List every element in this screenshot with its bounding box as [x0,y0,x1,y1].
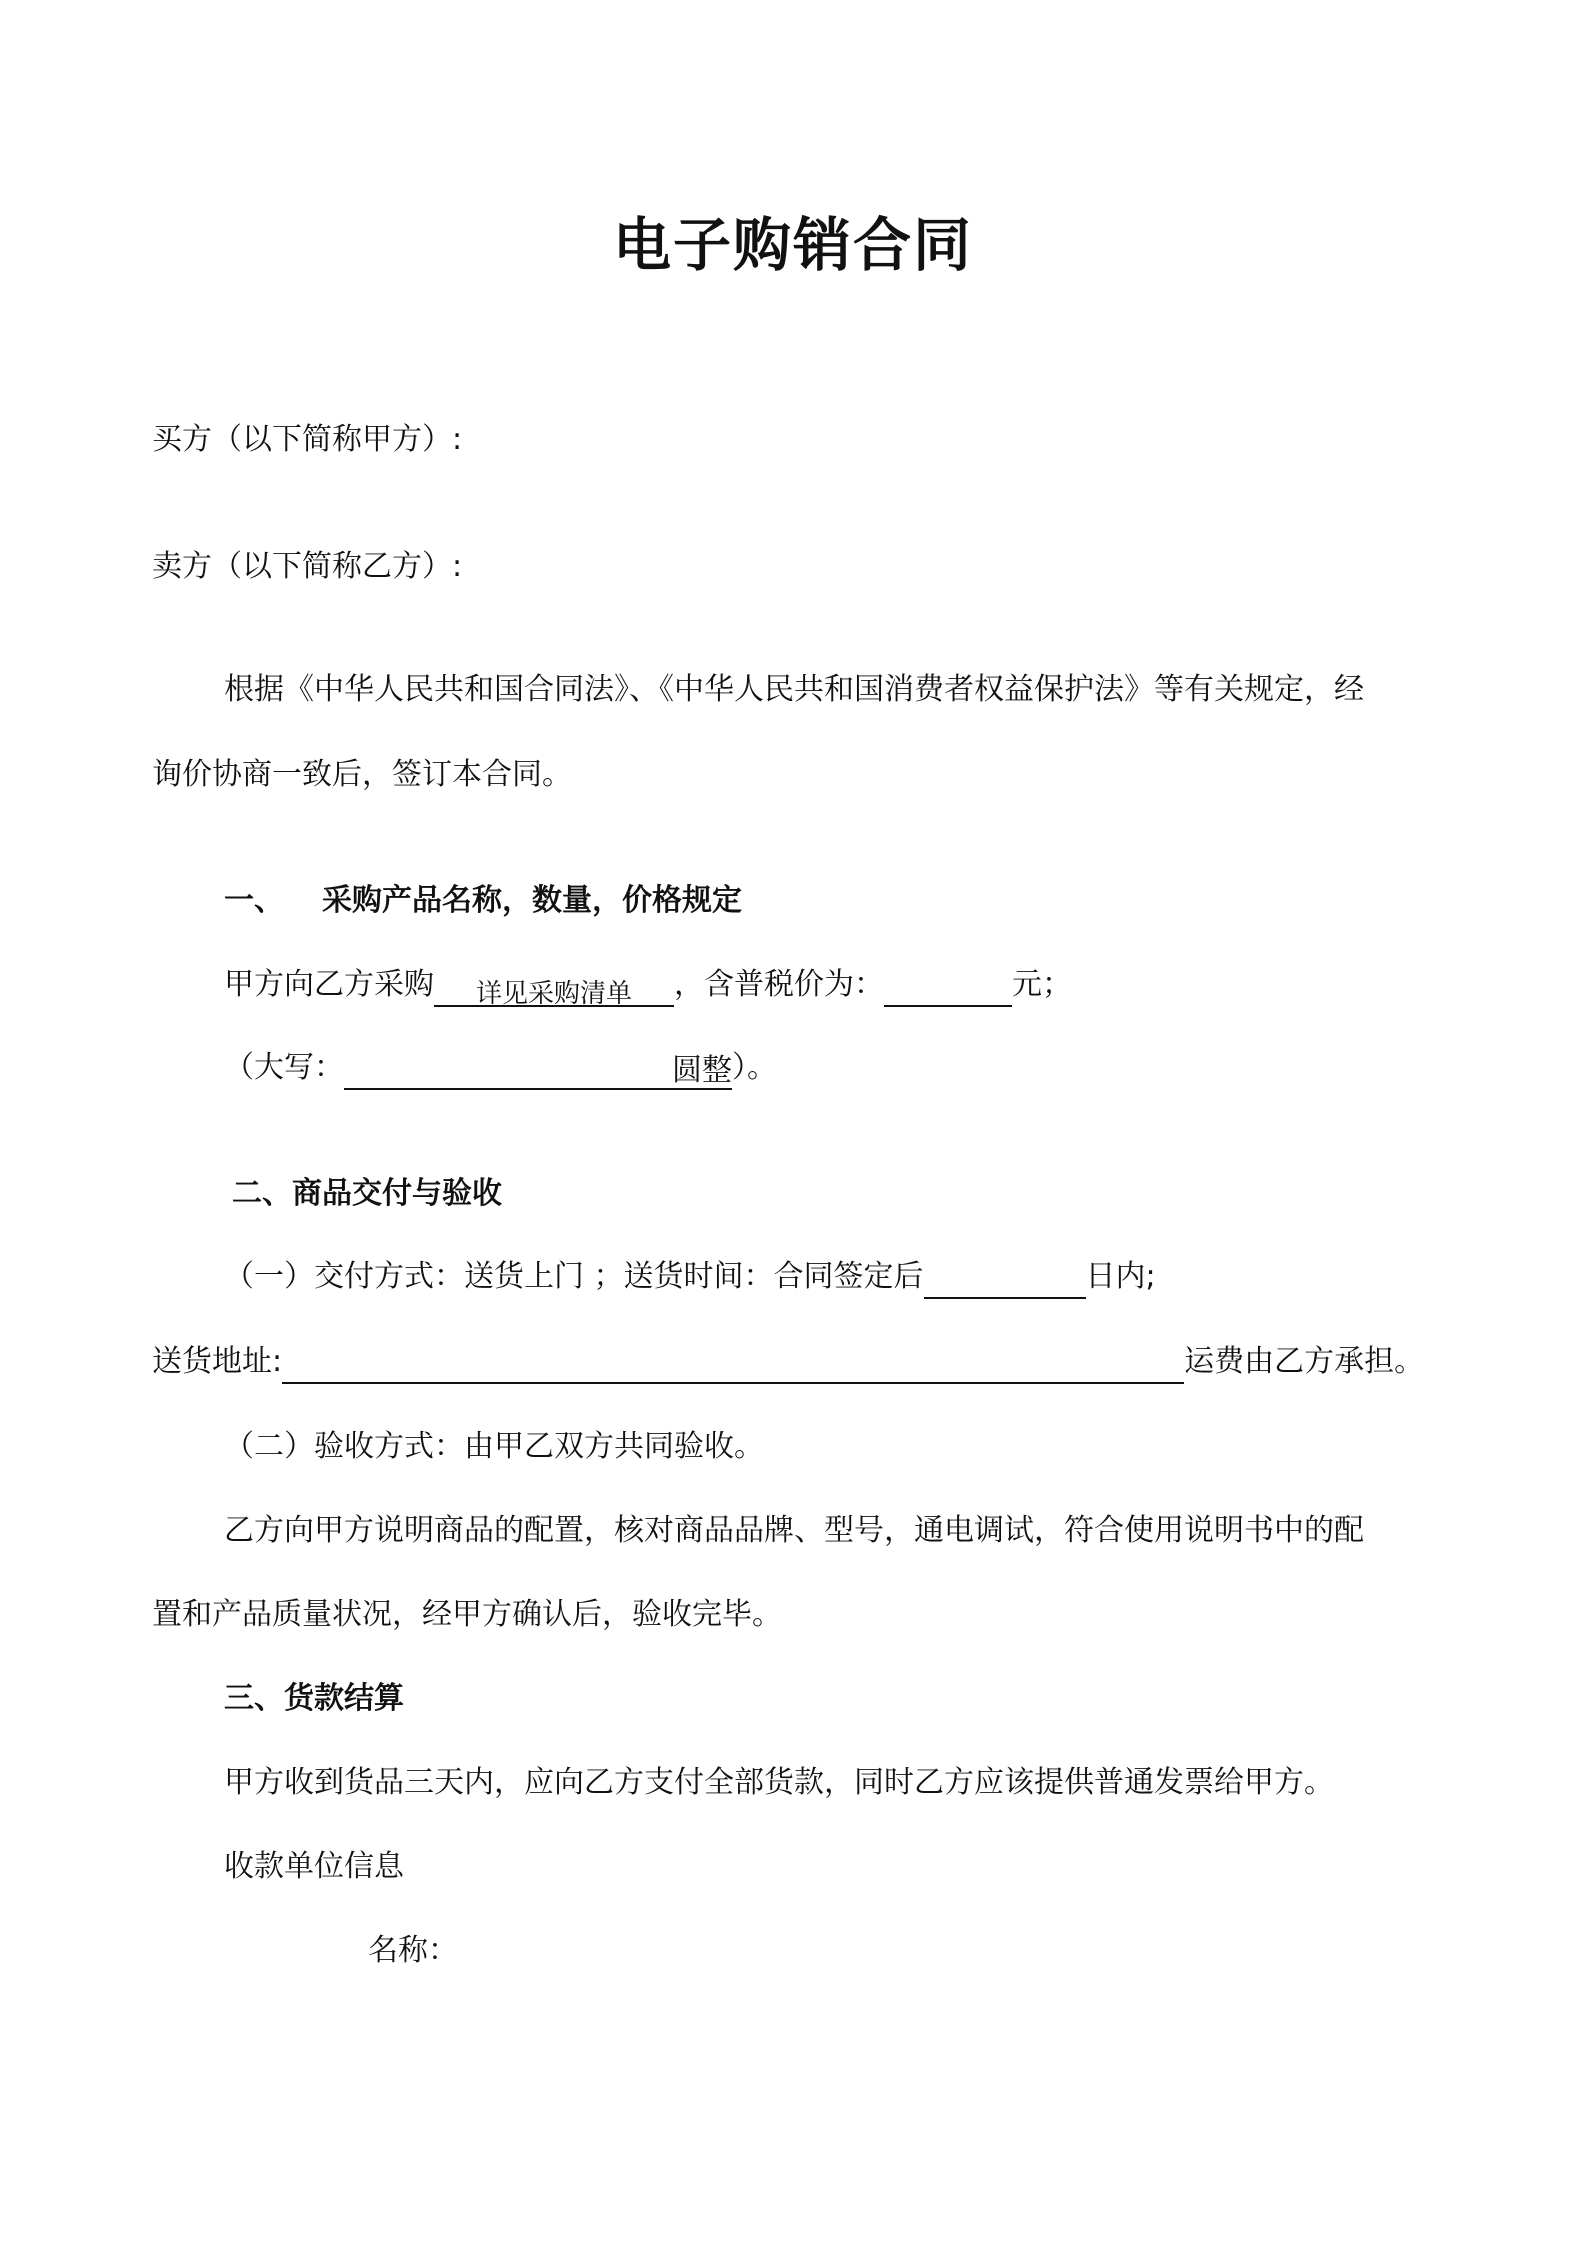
purchase-item-field[interactable] [434,971,674,1007]
purchase-item-value: 详见采购清单 [475,979,632,1009]
section-1-number: 一、 [224,883,284,918]
address-prefix: 送货地址: [152,1344,283,1379]
inspection-line-1: 乙方向甲方说明商品的配置，核对商品品牌、型号，通电调试，符合使用说明书中的配 [224,1513,1364,1548]
delivery-prefix: （一）交付方式：送货上门 ；送货时间：合同签定后 [224,1259,924,1294]
capital-suffix: ）。 [732,1050,777,1085]
payee-info-heading: 收款单位信息 [224,1849,404,1884]
section-2-heading: 二、商品交付与验收 [232,1176,502,1211]
inspection-method: （二）验收方式：由甲乙双方共同验收。 [224,1429,764,1464]
payment-terms: 甲方收到货品三天内，应向乙方支付全部货款，同时乙方应该提供普通发票给甲方。 [224,1765,1334,1800]
purchase-prefix: 甲方向乙方采购 [224,967,434,1002]
preamble-line-2: 询价协商一致后，签订本合同。 [152,757,572,792]
payee-name-label: 名称： [368,1933,458,1968]
address-line [152,1340,1424,1384]
address-suffix: 运费由乙方承担。 [1184,1344,1425,1379]
capital-amount-field[interactable] [344,1054,732,1090]
buyer-label: 买方（以下简称甲方）: [152,422,463,457]
delivery-days-field[interactable] [924,1263,1086,1299]
document-title: 电子购销合同 [612,211,973,279]
capital-prefix: （大写： [224,1050,344,1085]
section-3-heading: 三、货款结算 [224,1681,404,1716]
delivery-line [224,1255,1156,1299]
section-1-heading: 采购产品名称，数量，价格规定 [322,883,742,918]
price-suffix: 元； [1012,967,1072,1002]
capital-amount-line [224,1046,777,1090]
price-prefix: ，含普税价为： [674,967,884,1002]
preamble-line-1: 根据《中华人民共和国合同法》、《中华人民共和国消费者权益保护法》等有关规定，经 [224,672,1364,707]
purchase-line [224,963,1072,1007]
price-field[interactable] [884,971,1012,1007]
delivery-suffix: 日内; [1085,1259,1156,1294]
seller-label: 卖方（以下简称乙方）: [152,549,463,584]
capital-unit: 圆整 [672,1053,732,1088]
inspection-line-2: 置和产品质量状况，经甲方确认后，验收完毕。 [152,1597,782,1632]
delivery-address-field[interactable] [282,1348,1184,1384]
